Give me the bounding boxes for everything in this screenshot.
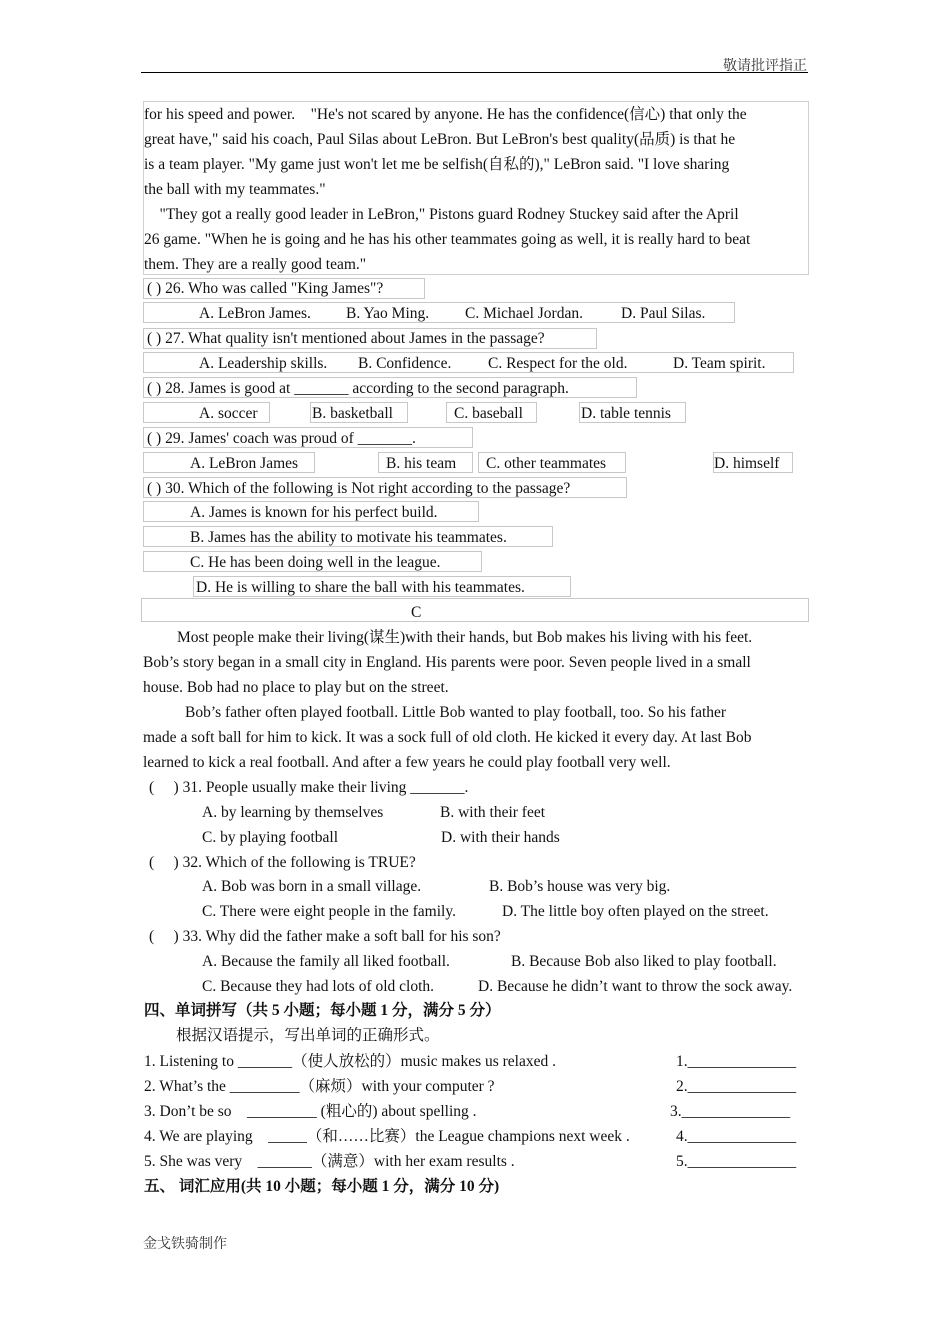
option: B. Bob’s house was very big. bbox=[489, 878, 671, 895]
spelling-item: 3. Don’t be so _________ (粗心的) about spelling . bbox=[144, 1103, 477, 1120]
question-29-stem: ( ) 29. James' coach was proud of _______. bbox=[147, 430, 416, 447]
question-30-stem: ( ) 30. Which of the following is Not right according to the passage? bbox=[147, 480, 571, 497]
question-27-stem: ( ) 27. What quality isn't mentioned about James in the passage? bbox=[147, 330, 545, 347]
header-rule bbox=[141, 72, 808, 73]
options-box bbox=[446, 402, 537, 423]
passage-c-line: house. Bob had no place to play but on the street. bbox=[143, 679, 449, 696]
option: D. The little boy often played on the street. bbox=[502, 903, 769, 920]
options-box bbox=[143, 352, 794, 373]
options-box bbox=[143, 526, 553, 547]
option: D. Team spirit. bbox=[673, 355, 766, 372]
option: C. Respect for the old. bbox=[488, 355, 628, 372]
question-33-stem: ( ) 33. Why did the father make a soft ball for his son? bbox=[149, 928, 501, 945]
option: A. Bob was born in a small village. bbox=[202, 878, 422, 895]
option: A. LeBron James. bbox=[199, 305, 311, 322]
options-box bbox=[143, 302, 735, 323]
passage-b-line: the ball with my teammates." bbox=[144, 181, 326, 198]
passage-b-line: "They got a really good leader in LeBron," Pistons guard Rodney Stuckey said after the April bbox=[144, 206, 739, 223]
header-note: 敬请批评指正 bbox=[723, 59, 807, 74]
passage-b bbox=[143, 101, 809, 275]
option: D. He is willing to share the ball with his teammates. bbox=[196, 579, 525, 596]
options-box bbox=[378, 452, 473, 473]
passage-c-paragraph-2 bbox=[143, 700, 807, 775]
option: D. table tennis bbox=[581, 405, 671, 422]
spelling-item: 1. Listening to _______（使人放松的）music makes us relaxed . bbox=[144, 1053, 556, 1070]
option: B. with their feet bbox=[440, 804, 546, 821]
answer-blank[interactable]: 4.______________ bbox=[676, 1128, 797, 1145]
section-4-title: 四、单词拼写（共 5 小题；每小题 1 分，满分 5 分） bbox=[144, 1002, 501, 1019]
answer-blank[interactable]: 3.______________ bbox=[670, 1103, 791, 1120]
passage-b-line: them. They are a really good team." bbox=[144, 256, 367, 273]
passage-b-line: is a team player. "My game just won't let me be selfish(自私的)," LeBron said. "I love sharing bbox=[144, 156, 730, 173]
options-box bbox=[143, 551, 482, 572]
option: D. Because he didn’t want to throw the sock away. bbox=[478, 978, 793, 995]
spelling-item: 2. What’s the _________（麻烦）with your computer ? bbox=[144, 1078, 495, 1095]
options-box bbox=[143, 501, 479, 522]
passage-c-paragraph-1 bbox=[143, 625, 807, 700]
question-box bbox=[143, 477, 627, 498]
passage-c-line: Most people make their living(谋生)with their hands, but Bob makes his living with his feet. bbox=[177, 629, 753, 646]
option: B. basketball bbox=[312, 405, 393, 422]
passage-c-line: learned to kick a real football. And after a few years he could play football very well. bbox=[143, 754, 671, 771]
section-4-instruction: 根据汉语提示，写出单词的正确形式。 bbox=[176, 1027, 440, 1044]
question-box bbox=[143, 427, 473, 448]
question-26-stem: ( ) 26. Who was called "King James"? bbox=[147, 280, 384, 297]
options-box bbox=[713, 452, 793, 473]
option: B. James has the ability to motivate his teammates. bbox=[190, 529, 507, 546]
option: B. Yao Ming. bbox=[346, 305, 430, 322]
passage-c-line: Bob’s father often played football. Little Bob wanted to play football, too. So his father bbox=[185, 704, 727, 721]
option: B. Because Bob also liked to play football. bbox=[511, 953, 777, 970]
option: A. Because the family all liked football. bbox=[202, 953, 450, 970]
question-box bbox=[143, 278, 425, 299]
option: A. by learning by themselves bbox=[202, 804, 384, 821]
option: C. by playing football bbox=[202, 829, 339, 846]
answer-blank[interactable]: 5.______________ bbox=[676, 1153, 797, 1170]
option: A. LeBron James bbox=[190, 455, 299, 472]
question-31-stem: ( ) 31. People usually make their living _______. bbox=[149, 779, 469, 796]
option: C. There were eight people in the family. bbox=[202, 903, 456, 920]
passage-b-line: for his speed and power. "He's not scared by anyone. He has the confidence(信心) that only the bbox=[144, 106, 747, 123]
section-5-title: 五、 词汇应用(共 10 小题；每小题 1 分，满分 10 分) bbox=[144, 1178, 500, 1195]
option: D. himself bbox=[714, 455, 780, 472]
option: C. Michael Jordan. bbox=[465, 305, 583, 322]
footer-note: 金戈铁骑制作 bbox=[143, 1237, 227, 1252]
spelling-item: 5. She was very _______（满意）with her exam results . bbox=[144, 1153, 515, 1170]
option: C. other teammates bbox=[486, 455, 607, 472]
spelling-item: 4. We are playing _____（和……比赛）the League champions next week . bbox=[144, 1128, 630, 1145]
passage-c-letter: C bbox=[411, 604, 422, 621]
option: D. with their hands bbox=[441, 829, 560, 846]
passage-b-line: 26 game. "When he is going and he has his other teammates going as well, it is really hard to beat bbox=[144, 231, 751, 248]
option: B. his team bbox=[386, 455, 457, 472]
options-box bbox=[141, 598, 809, 622]
option: C. baseball bbox=[454, 405, 523, 422]
question-28-stem: ( ) 28. James is good at _______ according to the second paragraph. bbox=[147, 380, 569, 397]
question-box bbox=[143, 377, 637, 398]
answer-blank[interactable]: 2.______________ bbox=[676, 1078, 797, 1095]
option: A. Leadership skills. bbox=[199, 355, 328, 372]
passage-c-line: Bob’s story began in a small city in England. His parents were poor. Seven people lived in a small bbox=[143, 654, 751, 671]
option: B. Confidence. bbox=[358, 355, 452, 372]
passage-b-line: great have," said his coach, Paul Silas about LeBron. But LeBron's best quality(品质) is that he bbox=[144, 131, 736, 148]
options-box bbox=[193, 576, 571, 597]
question-32-stem: ( ) 32. Which of the following is TRUE? bbox=[149, 854, 416, 871]
passage-c-line: made a soft ball for him to kick. It was a sock full of old cloth. He kicked it every day. At last Bob bbox=[143, 729, 752, 746]
options-box bbox=[143, 402, 270, 423]
option: A. James is known for his perfect build. bbox=[190, 504, 438, 521]
option: D. Paul Silas. bbox=[621, 305, 706, 322]
options-box bbox=[579, 402, 686, 423]
option: C. He has been doing well in the league. bbox=[190, 554, 441, 571]
answer-blank[interactable]: 1.______________ bbox=[676, 1053, 797, 1070]
options-box bbox=[310, 402, 408, 423]
options-box bbox=[143, 452, 315, 473]
option: A. soccer bbox=[199, 405, 258, 422]
option: C. Because they had lots of old cloth. bbox=[202, 978, 435, 995]
options-box bbox=[478, 452, 626, 473]
question-box bbox=[143, 328, 597, 349]
